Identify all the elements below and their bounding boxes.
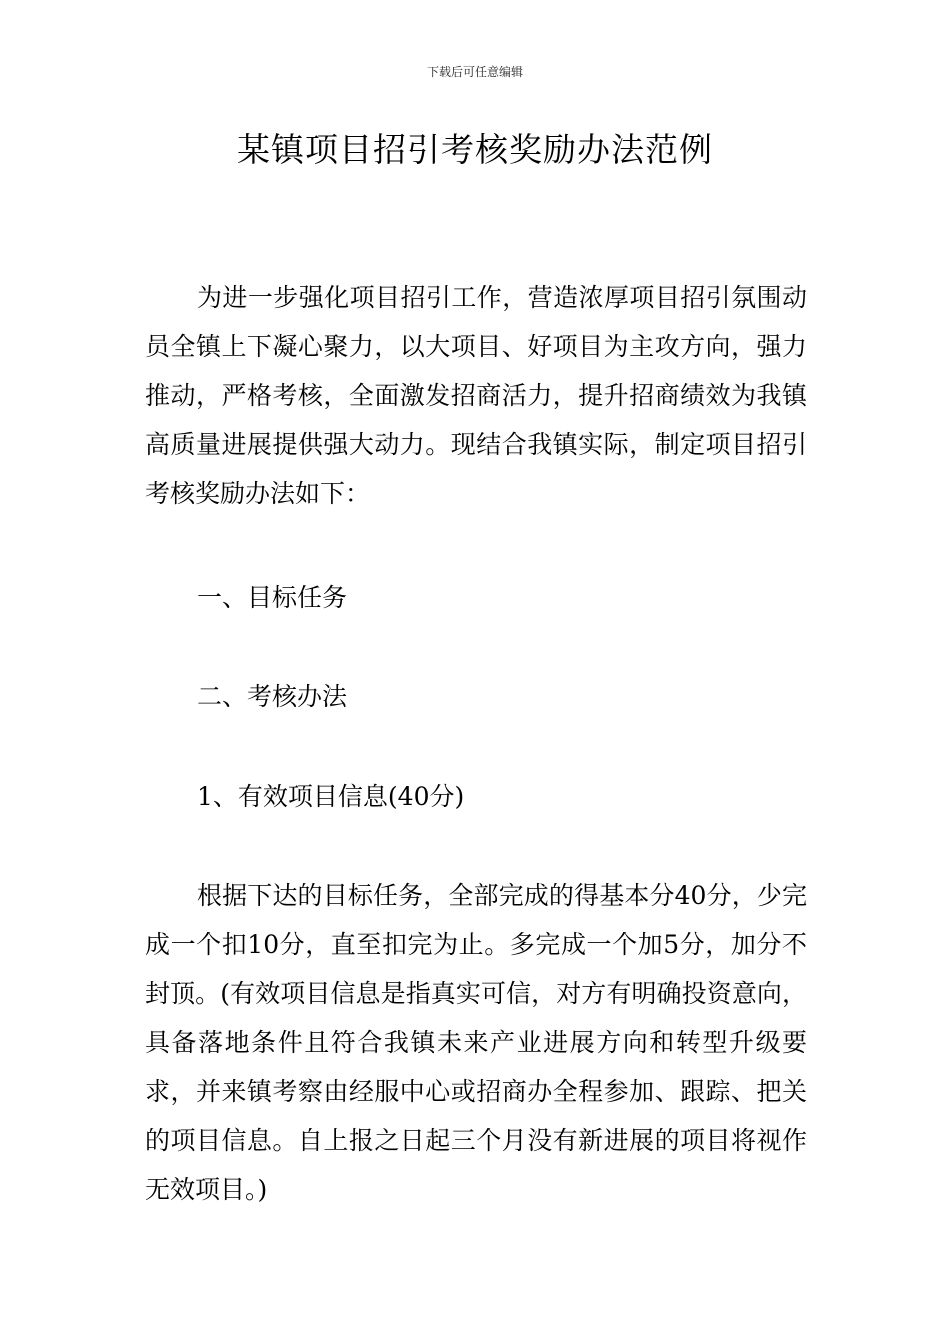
item1-paragraph: 根据下达的目标任务，全部完成的得基本分40分，少完成一个扣10分，直至扣完为止。多完成一个加5分，加分不封顶。(有效项目信息是指真实可信，对方有明确投资意向，具备落地条件且符合我镇未来产业进展方向和转型升级要求，并来镇考察由经服中心或招商办全程参加、跟踪、把关的项目信息。自上报之日起三个月没有新进展的项目将视作无效项目。) bbox=[145, 881, 807, 1204]
intro-paragraph: 为进一步强化项目招引工作，营造浓厚项目招引氛围动员全镇上下凝心聚力，以大项目、好项目为主攻方向，强力推动，严格考核，全面激发招商活力，提升招商绩效为我镇高质量进展提供强大动力。现结合我镇实际，制定项目招引考核奖励办法如下： bbox=[145, 283, 807, 508]
document-title: 某镇项目招引考核奖励办法范例 bbox=[237, 130, 713, 169]
item-heading-valid-project-info: 1、有效项目信息(40分) bbox=[197, 782, 465, 811]
header-note: 下载后可任意编辑 bbox=[426, 65, 523, 79]
section-heading-target: 一、目标任务 bbox=[197, 583, 348, 612]
section-heading-assessment: 二、考核办法 bbox=[197, 682, 348, 711]
